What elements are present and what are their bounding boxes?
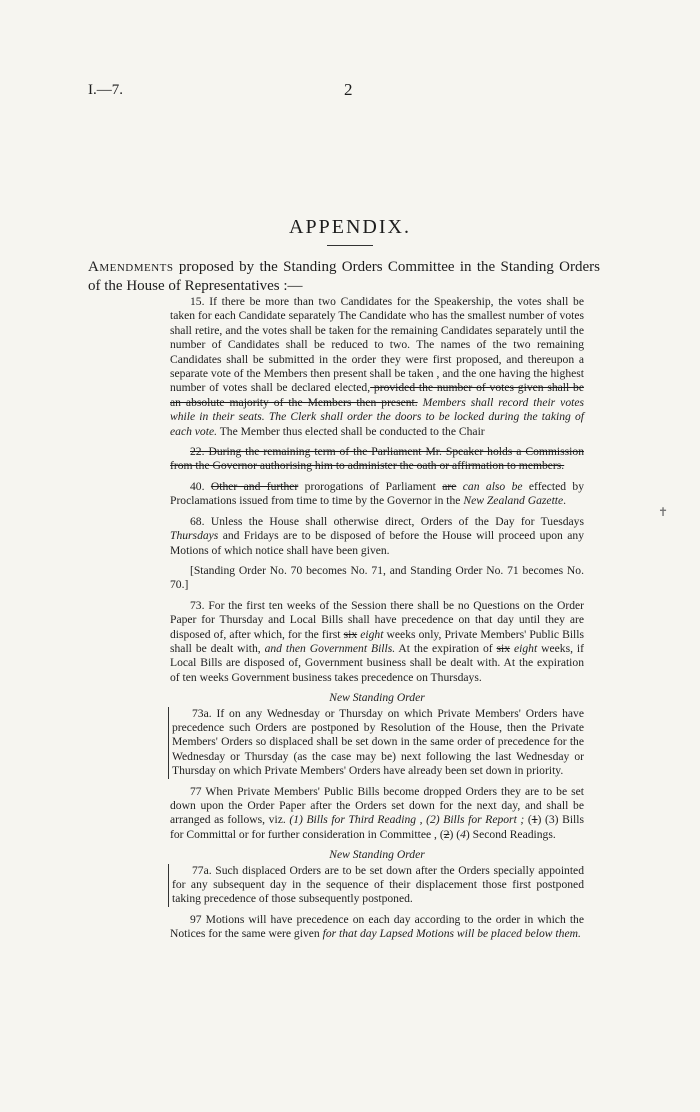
s68-text: 68. Unless the House shall otherwise direct, Orders of the Day for Tuesdays [190,514,584,528]
s97-inserted: for that day Lapsed Motions will be placed below them. [319,927,581,941]
s73-inserted-1: eight [357,627,384,641]
s73-inserted-2: and then Government Bills. [260,641,396,655]
s15-text-end: The Member thus elected shall be conducted to the Chair [217,424,485,438]
title-rule [327,245,373,246]
standing-order-73 [170,599,584,685]
s77-italic-2: 4 [460,827,466,841]
standing-order-77 [170,785,584,843]
page-title: APPENDIX. [289,216,411,238]
s15-deleted: provided the number of votes given shall be an absolute majority of the Members then present. [170,381,584,409]
standing-order-77a: 77a. Such displaced Orders are to be set down after the Orders specially appointed for any subsequent day in the sequence of their displacement those first postponed taking precedence of those subsequently postponed. [172,863,584,906]
s77-text-5: ) Second Readings. [465,827,556,841]
s15-inserted: Members shall record their votes while in their seats. The Clerk shall order the doors to be locked during the taking of each vote. [170,395,584,438]
s77-italic-1: (1) Bills for Third Reading , (2) Bills for Report ; [289,813,525,827]
s40-text: prorogations of Parliament [298,479,443,493]
s40-period: . [563,494,567,508]
s73-deleted-2: six [496,641,511,655]
s73-text-2: weeks only, Private Members' Public Bills shall be dealt with, [170,627,584,655]
page-number: 2 [344,80,353,99]
s77-deleted-2: 2 [443,827,450,841]
s77-deleted-1: 1 [531,813,538,827]
standing-order-22 [170,445,584,474]
standing-order-68 [170,515,584,558]
new-standing-order-heading-2: New Standing Order [329,848,425,862]
s15-text: 15. If there be more than two Candidates for the Speakership, the votes shall be taken for each Candidate separately The Candidate who has the smallest number of votes shall retire, and the votes shall be taken for the remaining Candidates separately until the number of Candidates shall be reduced to two. The names of the two remaining Candidates shall be submitted in the order they were first proposed, and thereupon a separate vote of the Members then present shall be taken , and the one having the highest number of votes shall be declared elected, [170,295,584,395]
s40-number: 40. [190,479,211,493]
margin-pencil-mark: ✝ [658,505,669,519]
intro-text: proposed by the Standing Orders Committee in the Standing Orders of the House of Representatives :— [88,259,600,294]
s68-inserted: Thursdays [170,529,219,543]
s73-text-4: weeks, if Local Bills are disposed of, Government business shall be dealt with. At the expiration of ten weeks Government business takes precedence on Thursdays. [170,641,584,684]
s40-text-2: effected by Proclamations issued from time to time by the Governor in the [170,479,584,508]
s77-text-2: ( [524,813,532,827]
s77-text: 77 When Private Members' Public Bills become dropped Orders they are to be set down upon the Order Paper after the Orders set down for the next day, and shall be arranged as follows, viz. [170,784,584,827]
s73-text: 73. For the first ten weeks of the Session there shall be no Questions on the Order Paper for Thursday and Local Bills shall have precedence on that day until they are disposed of, after which, for the first [170,598,584,641]
s73-text-3: At the expiration of [395,641,497,655]
intro-paragraph [88,258,600,296]
renumber-note: [Standing Order No. 70 becomes No. 71, and Standing Order No. 71 becomes No. 70.] [170,563,584,592]
standing-order-40 [170,480,584,509]
s40-gazette: New Zealand Gazette [463,494,564,508]
s73-inserted-3: eight [510,641,538,655]
new-standing-order-heading-1: New Standing Order [329,691,425,705]
s73-deleted-1: six [343,627,358,641]
s22-deleted: 22. During the remaining term of the Parliament Mr. Speaker holds a Commission from the Governor authorising him to administer the oath or affirmation to members. [170,445,584,473]
s68-text-end: and Fridays are to be disposed of before the House will proceed upon any Motions of which notice shall have been given. [170,529,584,557]
intro-lead: Amendments [88,259,174,275]
s77-text-4: ) ( [449,827,461,841]
standing-order-77a-block [168,864,584,907]
amendments-column [170,295,584,948]
s97-text: 97 Motions will have precedence on each day according to the order in which the Notices for the same were given [170,912,584,941]
s77-text-3: ) (3) Bills for Committal or for further consideration in Committee , ( [170,813,585,841]
s40-deleted-1: Other and further [210,479,299,493]
report-reference: I.—7. [88,82,123,98]
standing-order-73a: 73a. If on any Wednesday or Thursday on which Private Members' Orders have precedence such Orders are postponed by Resolution of the House, then the Private Members' Orders so displaced shall be set down in the same order of precedence for the Wednesday or Thursday (as the case may be) next following the last Wednesday or Thursday on which Private Members' Orders have already been set down in priority. [172,706,584,778]
standing-order-97 [170,913,584,942]
s40-inserted: can also be [456,479,523,493]
standing-order-73a-block [168,707,584,779]
s40-deleted-2: are [442,479,457,493]
standing-order-15 [170,295,584,439]
